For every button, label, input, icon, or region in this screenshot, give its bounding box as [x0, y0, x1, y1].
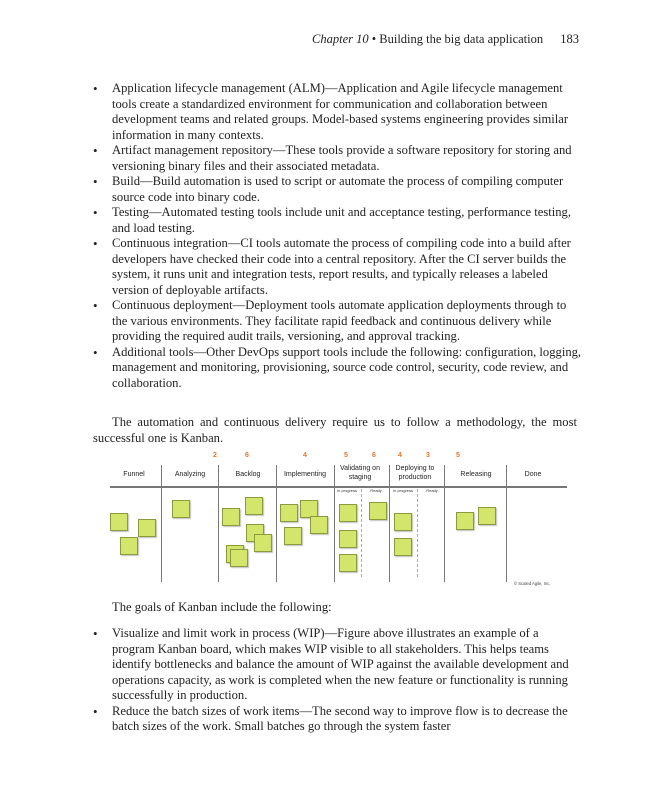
- list-item-visualize-wip: • Visualize and limit work in process (WIP)—Figure above illustrates an example of a program Kanban board, which makes WIP visible to all stakeholders. This helps teams identify bottlenecks and balance the amount of WIP against the available development and operations capacity, as work is completed when the new feature or functionality is running successfully in production.: [93, 626, 583, 704]
- sticky-note: [280, 504, 298, 522]
- column-header-analyzing: Analyzing: [174, 471, 206, 478]
- kanban-intro-paragraph: The automation and continuous delivery require us to follow a methodology, the most successful one is Kanban.: [93, 415, 577, 445]
- chapter-label: Chapter 10: [312, 32, 369, 46]
- list-item-reduce-batch-sizes: • Reduce the batch sizes of work items—The second way to improve flow is to decrease the batch sizes of the work. Small batches go through the system faster: [93, 704, 583, 735]
- column-header-deploying: Deploying to production: [395, 465, 435, 481]
- kanban-goals-list: [93, 626, 583, 735]
- column-divider: [506, 465, 507, 582]
- subcolumn-label-ready: Ready: [370, 488, 382, 493]
- kanban-board-figure: [110, 452, 567, 592]
- column-divider: [276, 465, 277, 582]
- list-item-continuous-deployment: • Continuous deployment—Deployment tools automate application deployments through to the various environments. They facilitate rapid feedback and continuous delivery while providing the required audit trails, versioning, and approval tracking.: [93, 298, 583, 345]
- list-item-additional-tools: • Additional tools—Other DevOps support tools include the following: configuration, logging, management and monitoring, provisioning, source code control, security, code review, and collaboration.: [93, 345, 583, 392]
- list-item-alm: • Application lifecycle management (ALM)—Application and Agile lifecycle management tools create a standardized environment for communication and collaboration between development teams and related groups. Model-based systems engineering provides similar information in many contexts.: [93, 81, 583, 143]
- sticky-note: [339, 530, 357, 548]
- column-header-validating: Validating on staging: [340, 465, 380, 481]
- tool-list: [93, 81, 583, 391]
- sticky-note: [120, 537, 138, 555]
- sticky-note: [230, 549, 248, 567]
- kanban-goals-intro: The goals of Kanban include the following:: [112, 600, 332, 614]
- wip-limit-deploying-in-progress: 4: [398, 452, 402, 459]
- column-divider: [218, 465, 219, 582]
- page-number: 183: [560, 32, 579, 46]
- sticky-note: [456, 512, 474, 530]
- sticky-note: [172, 500, 190, 518]
- column-header-backlog: Backlog: [235, 471, 261, 478]
- column-divider: [334, 465, 335, 582]
- column-divider: [389, 465, 390, 582]
- subcolumn-label-ready: Ready: [426, 488, 438, 493]
- sticky-note: [254, 534, 272, 552]
- header-separator: •: [371, 32, 377, 46]
- subcolumn-label-in-progress: In progress: [392, 488, 414, 493]
- column-divider: [161, 465, 162, 582]
- sticky-note: [369, 502, 387, 520]
- subcolumn-label-in-progress: In progress: [336, 488, 358, 493]
- column-header-funnel: Funnel: [123, 471, 145, 478]
- copyright-notice: © Scaled Agile, Inc.: [514, 581, 551, 586]
- sticky-note: [478, 507, 496, 525]
- chapter-title: Building the big data application: [379, 32, 544, 46]
- sticky-note: [138, 519, 156, 537]
- wip-limit-analyzing: 2: [213, 452, 217, 459]
- wip-limit-validating-in-progress: 5: [344, 452, 348, 459]
- sticky-note: [394, 513, 412, 531]
- wip-limit-implementing: 4: [303, 452, 307, 459]
- sticky-note: [284, 527, 302, 545]
- sticky-note: [394, 538, 412, 556]
- sticky-note: [339, 554, 357, 572]
- column-header-releasing: Releasing: [460, 471, 492, 478]
- subcolumn-divider: [361, 489, 362, 577]
- sticky-note: [245, 497, 263, 515]
- sticky-note: [310, 516, 328, 534]
- wip-limit-backlog: 6: [245, 452, 249, 459]
- running-header: [96, 32, 579, 47]
- list-item-testing: • Testing—Automated testing tools include unit and acceptance testing, performance testing, and load testing.: [93, 205, 583, 236]
- wip-limit-deploying-ready: 3: [426, 452, 430, 459]
- list-item-continuous-integration: • Continuous integration—CI tools automate the process of compiling code into a build after developers have checked their code into a central repository. After the CI server builds the system, it runs unit and integration tests, report results, and typically releases a labeled version of deployable artifacts.: [93, 236, 583, 298]
- list-item-artifact-repository: • Artifact management repository—These tools provide a software repository for storing and versioning binary files and their associated metadata.: [93, 143, 583, 174]
- column-header-done: Done: [524, 471, 542, 478]
- subcolumn-divider: [417, 489, 418, 577]
- sticky-note: [110, 513, 128, 531]
- list-item-build: • Build—Build automation is used to script or automate the process of compiling computer source code into binary code.: [93, 174, 583, 205]
- column-header-implementing: Implementing: [283, 471, 327, 478]
- wip-limit-validating-ready: 6: [372, 452, 376, 459]
- column-divider: [444, 465, 445, 582]
- wip-limit-releasing: 5: [456, 452, 460, 459]
- sticky-note: [339, 504, 357, 522]
- sticky-note: [222, 508, 240, 526]
